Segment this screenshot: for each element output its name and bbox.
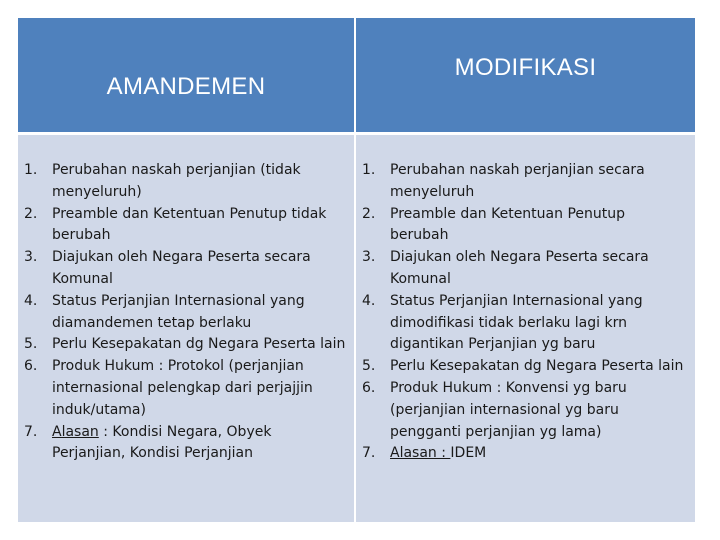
header-modifikasi bbox=[356, 18, 695, 132]
list-item: 5. Perlu Kesepakatan dg Negara Peserta lain bbox=[362, 358, 684, 375]
list-item: 4. Status Perjanjian Internasional yang diamandemen tetap berlaku bbox=[24, 292, 305, 331]
list-item: 1. Perubahan naskah perjanjian (tidak menyeluruh) bbox=[24, 162, 301, 200]
modifikasi-cell bbox=[356, 132, 695, 522]
header-amandemen bbox=[18, 18, 356, 132]
list-item: 7. Alasan : Kondisi Negara, Obyek Perjanjian, Kondisi Perjanjian bbox=[24, 423, 272, 462]
header-amandemen-label: AMANDEMEN bbox=[106, 73, 266, 100]
list-item: 7. Alasan : IDEM bbox=[362, 445, 487, 462]
amandemen-cell bbox=[18, 132, 356, 522]
header-modifikasi-label: MODIFIKASI bbox=[454, 54, 597, 81]
list-item: 3. Diajukan oleh Negara Peserta secara Komunal bbox=[24, 249, 311, 287]
list-item: 2. Preamble dan Ketentuan Penutup berubah bbox=[362, 205, 625, 244]
list-item: 5. Perlu Kesepakatan dg Negara Peserta lain bbox=[24, 336, 346, 353]
list-item: 4. Status Perjanjian Internasional yang dimodifikasi tidak berlaku lagi krn digantikan Perjanjian yg baru bbox=[362, 292, 643, 353]
modifikasi-list bbox=[356, 135, 695, 465]
list-item: 1. Perubahan naskah perjanjian secara menyeluruh bbox=[362, 162, 645, 200]
list-item: 6. Produk Hukum : Protokol (perjanjian internasional pelengkap dari perjajjin induk/utama) bbox=[24, 358, 313, 418]
list-item: 6. Produk Hukum : Konvensi yg baru (perjanjian internasional yg baru pengganti perjanjian yg lama) bbox=[362, 379, 627, 440]
alasan-label: Alasan bbox=[52, 423, 99, 440]
list-item: 2. Preamble dan Ketentuan Penutup tidak berubah bbox=[24, 205, 327, 244]
comparison-table bbox=[18, 18, 695, 522]
alasan-label: Alasan : bbox=[390, 445, 451, 462]
amandemen-list bbox=[18, 135, 354, 465]
list-item: 3. Diajukan oleh Negara Peserta secara Komunal bbox=[362, 249, 649, 287]
